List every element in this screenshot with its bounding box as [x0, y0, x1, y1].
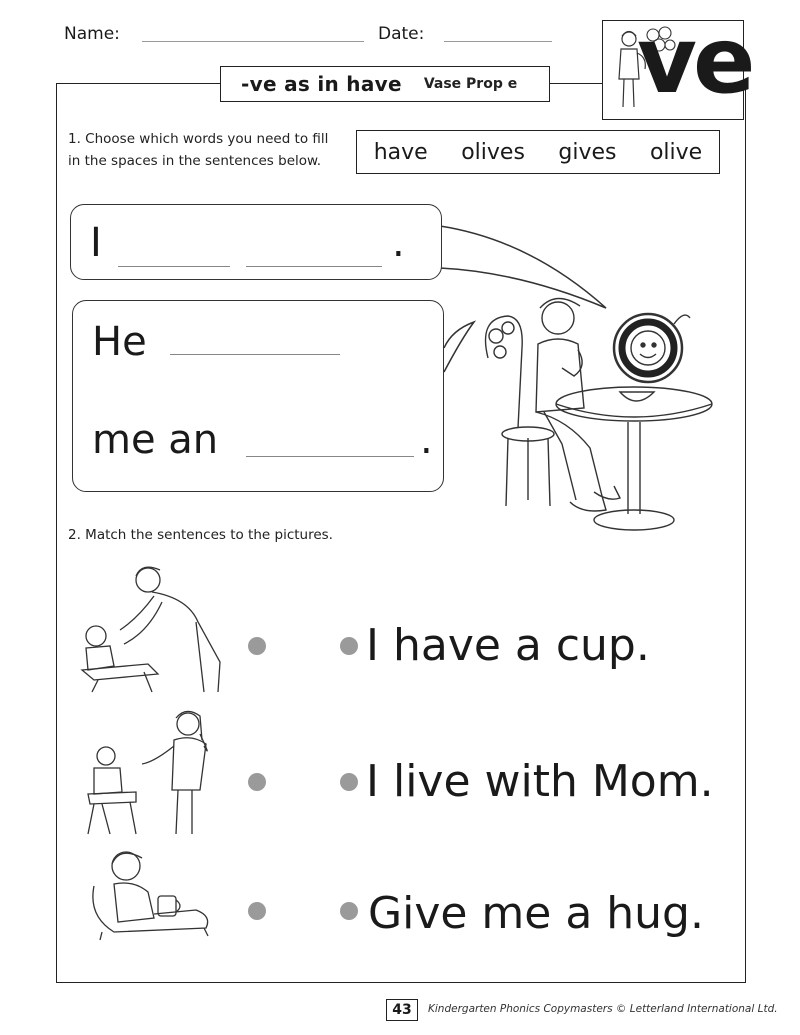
boy-at-table-with-olive-character-icon: [478, 288, 718, 550]
match-dot-right[interactable]: [340, 902, 358, 920]
match-dot-left[interactable]: [248, 773, 266, 791]
sentence2-line2-start: me an: [92, 417, 219, 463]
word-bank-item: have: [373, 139, 428, 165]
section1-instruction: 1. Choose which words you need to fill in the spaces in the sentences below.: [68, 131, 329, 169]
match-dot-right[interactable]: [340, 773, 358, 791]
footer-credit: Kindergarten Phonics Copymasters © Letterland International Ltd.: [428, 1003, 778, 1015]
word-bank-item: olive: [649, 139, 703, 165]
match-sentence: I have a cup.: [366, 620, 650, 671]
mother-on-phone-with-baby-icon: [82, 710, 222, 836]
match-sentence: Give me a hug.: [368, 888, 704, 939]
name-label: Name:: [64, 24, 120, 44]
section2-instruction: 2. Match the sentences to the pictures.: [68, 527, 333, 543]
sentence2-start: He: [92, 319, 147, 365]
letter-badge-text: ve: [637, 7, 752, 114]
title-main: -ve as in have: [241, 72, 402, 96]
title-sub: Vase Prop e: [423, 76, 518, 92]
sentence1-blank-2[interactable]: [246, 266, 382, 267]
date-label: Date:: [378, 24, 425, 44]
sentence1-blank-1[interactable]: [118, 266, 230, 267]
baby-with-cup-icon: [84, 846, 216, 942]
word-bank-item: olives: [461, 139, 525, 165]
word-bank-item: gives: [558, 139, 617, 165]
sentence2-end: .: [420, 417, 433, 463]
speech-bubble-1: [70, 204, 442, 280]
mother-hugging-baby-icon: [78, 562, 228, 694]
sentence1-end: .: [392, 220, 405, 266]
sentence1-start: I: [90, 220, 102, 266]
match-dot-right[interactable]: [340, 637, 358, 655]
match-dot-left[interactable]: [248, 637, 266, 655]
sentence2-blank-1[interactable]: [170, 354, 340, 355]
sentence2-blank-2[interactable]: [246, 456, 414, 457]
page-number: 43: [386, 999, 418, 1021]
match-dot-left[interactable]: [248, 902, 266, 920]
match-sentence: I live with Mom.: [366, 756, 714, 807]
